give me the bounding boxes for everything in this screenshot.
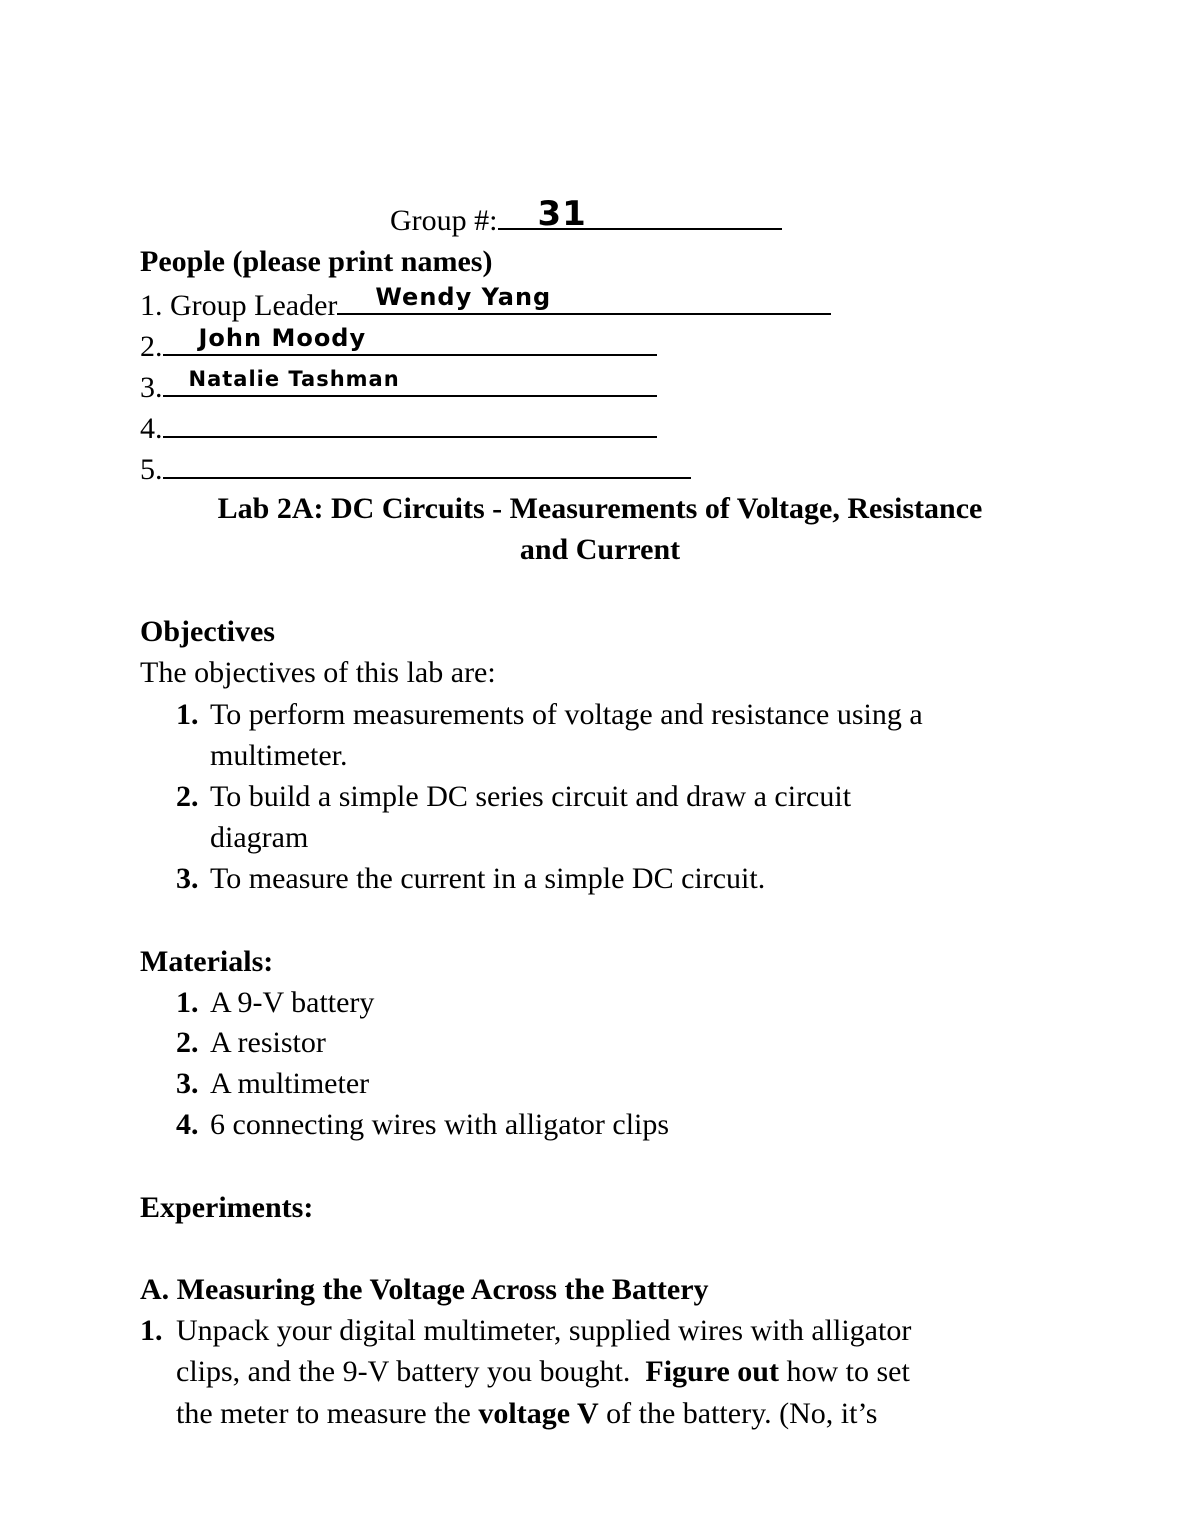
- material-number: 4.: [176, 1108, 199, 1141]
- step-number: 1.: [140, 1314, 163, 1347]
- member-name-field[interactable]: [163, 447, 691, 479]
- objective-number: 2.: [176, 780, 199, 813]
- material-item-1: [176, 983, 374, 1023]
- group-number-field[interactable]: [498, 194, 782, 234]
- group-number-row: [390, 194, 782, 241]
- material-text: A resistor: [210, 1026, 326, 1059]
- step-emphasis: Figure out: [645, 1355, 779, 1388]
- member-prefix: 3.: [140, 371, 163, 404]
- step-text: Unpack your digital multimeter, supplied wires with alligator: [176, 1314, 912, 1347]
- objective-text: To perform measurements of voltage and resistance using a: [210, 698, 923, 731]
- member-name-field[interactable]: [337, 283, 831, 315]
- objectives-intro: The objectives of this lab are:: [140, 656, 496, 689]
- step-1-line-1: [140, 1311, 911, 1351]
- material-item-4: [176, 1105, 669, 1145]
- material-number: 3.: [176, 1067, 199, 1100]
- member-name-handwritten: Wendy Yang: [375, 283, 552, 311]
- member-row-4: [140, 406, 657, 449]
- lab-title-line-1: Lab 2A: DC Circuits - Measurements of Voltage, Resistance: [217, 492, 983, 525]
- objective-item-3: [176, 859, 765, 899]
- member-name-field[interactable]: [163, 406, 657, 438]
- objective-item-2-cont: diagram: [210, 821, 309, 854]
- material-text: A multimeter: [210, 1067, 370, 1100]
- step-1-line-3: [176, 1394, 877, 1434]
- material-number: 1.: [176, 986, 199, 1019]
- member-row-5: [140, 447, 691, 490]
- materials-heading: Materials:: [140, 945, 274, 978]
- step-text: the meter to measure the: [176, 1397, 479, 1430]
- member-prefix: 4.: [140, 412, 163, 445]
- step-1-line-2: [176, 1352, 910, 1392]
- step-text: of the battery. (No, it’s: [598, 1397, 878, 1430]
- member-row-3: [140, 365, 657, 408]
- material-text: 6 connecting wires with alligator clips: [210, 1108, 670, 1141]
- member-prefix: 2.: [140, 330, 163, 363]
- experiments-heading: Experiments:: [140, 1191, 314, 1224]
- group-number-handwritten: 31: [537, 194, 587, 234]
- member-row-2: [140, 324, 657, 367]
- member-prefix: 1. Group Leader: [140, 289, 338, 322]
- people-label: People (please print names): [140, 245, 493, 278]
- objective-number: 1.: [176, 698, 199, 731]
- member-name-handwritten: John Moody: [198, 324, 367, 352]
- member-name-field[interactable]: [163, 324, 657, 356]
- material-item-3: [176, 1064, 369, 1104]
- group-label: Group #:: [390, 204, 498, 237]
- material-number: 2.: [176, 1026, 199, 1059]
- step-text: how to set: [778, 1355, 910, 1388]
- objective-item-1-cont: multimeter.: [210, 739, 348, 772]
- member-prefix: 5.: [140, 453, 163, 486]
- material-text: A 9-V battery: [210, 986, 375, 1019]
- objective-text: To measure the current in a simple DC circuit.: [210, 862, 766, 895]
- objective-number: 3.: [176, 862, 199, 895]
- material-item-2: [176, 1023, 326, 1063]
- objective-item-1: [176, 695, 923, 735]
- objectives-heading: Objectives: [140, 615, 275, 648]
- member-name-handwritten: Natalie Tashman: [188, 367, 400, 391]
- section-a-heading: A. Measuring the Voltage Across the Battery: [140, 1273, 709, 1306]
- step-text: clips, and the 9-V battery you bought.: [176, 1355, 631, 1388]
- member-name-field[interactable]: [163, 365, 657, 397]
- objective-text: To build a simple DC series circuit and draw a circuit: [210, 780, 852, 813]
- lab-title-line-2: and Current: [519, 533, 681, 566]
- step-emphasis: voltage V: [478, 1397, 599, 1430]
- objective-item-2: [176, 777, 851, 817]
- member-row-1: [140, 283, 831, 326]
